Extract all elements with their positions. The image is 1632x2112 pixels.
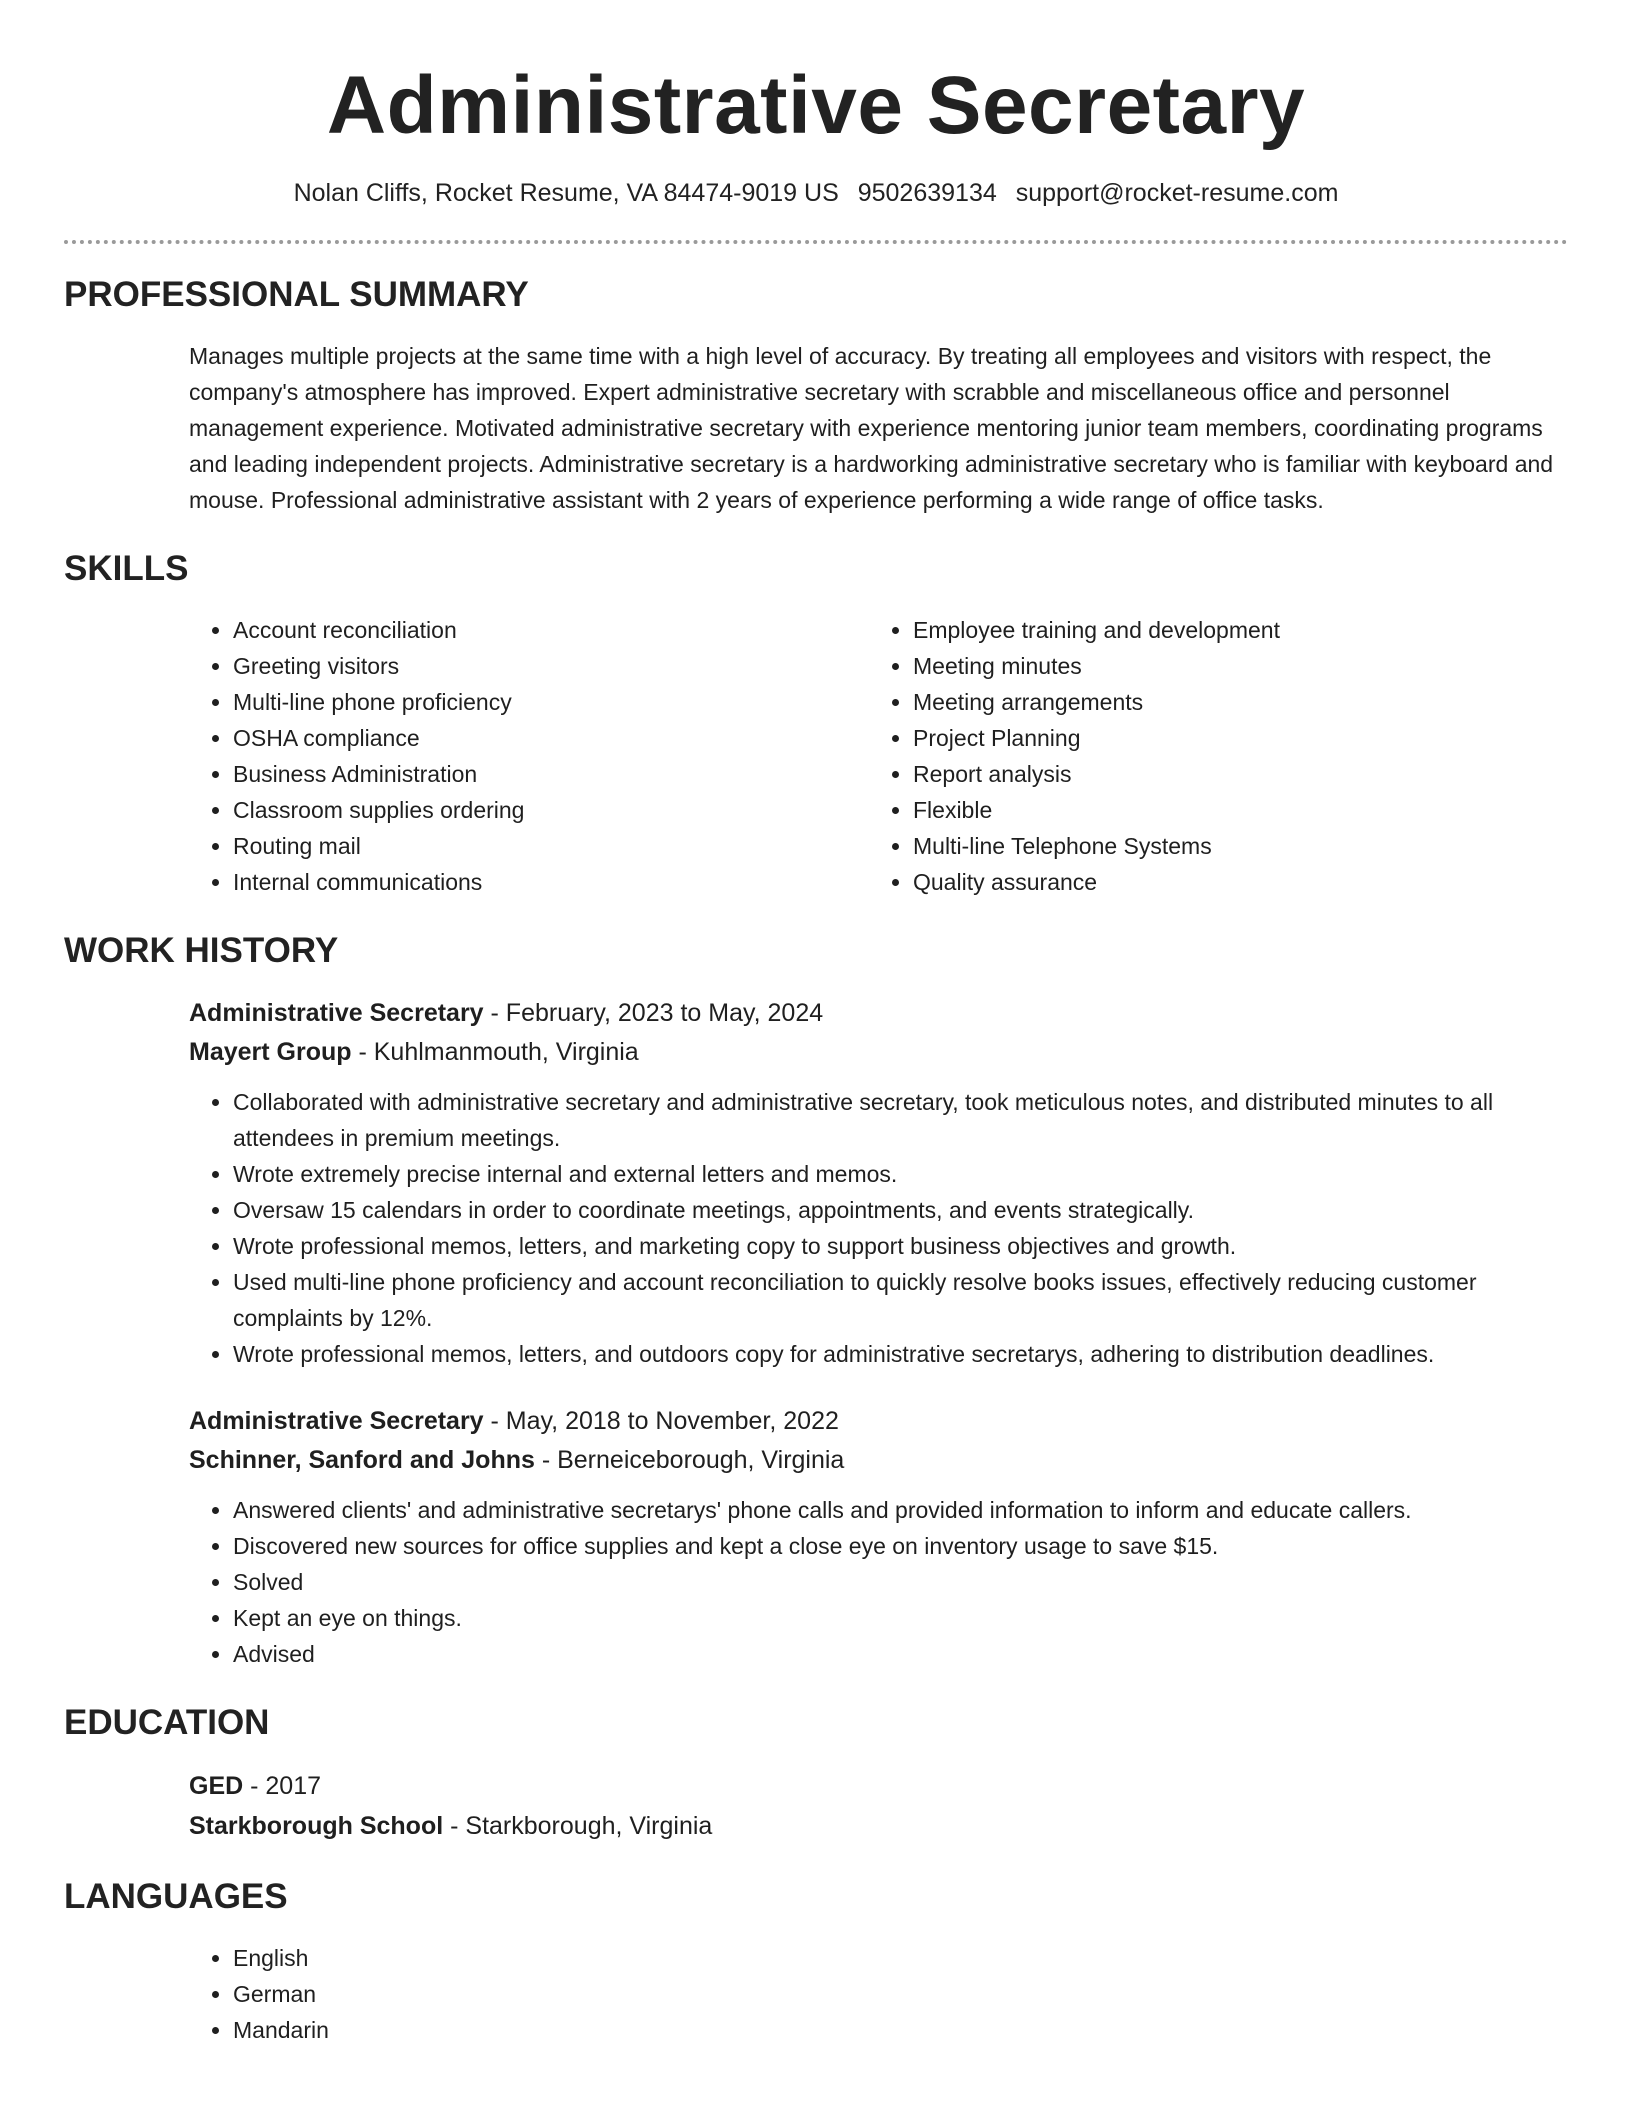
languages-heading: LANGUAGES [64, 1877, 288, 1916]
skills-column-right [869, 612, 1549, 900]
resume-header [64, 0, 1568, 210]
skill-item: • Flexible [913, 792, 1549, 828]
skill-item: • Business Administration [233, 756, 869, 792]
job-bullet: • Used multi-line phone proficiency and account reconciliation to quickly resolve books issues, effectively reducing customer complaints by 12%. [233, 1264, 1568, 1336]
work-history-heading: WORK HISTORY [64, 931, 339, 970]
skill-item: • Project Planning [913, 720, 1549, 756]
job-title-line [189, 994, 1568, 1033]
education-year: - 2017 [243, 1772, 322, 1800]
job-company: Mayert Group [189, 1038, 352, 1066]
skill-item: • Employee training and development [913, 612, 1549, 648]
job-company-line [189, 1033, 1568, 1072]
job-company: Schinner, Sanford and Johns [189, 1446, 535, 1474]
skill-item: • Greeting visitors [233, 648, 869, 684]
job-dates: - February, 2023 to May, 2024 [483, 999, 824, 1027]
skills-section [64, 548, 1568, 900]
work-history-section [64, 930, 1568, 1672]
job-entry [189, 1402, 1568, 1672]
skill-item: • Account reconciliation [233, 612, 869, 648]
skill-item: • Multi-line Telephone Systems [913, 828, 1549, 864]
summary-section [64, 274, 1568, 518]
skill-item: • Meeting arrangements [913, 684, 1549, 720]
job-location: - Kuhlmanmouth, Virginia [351, 1038, 639, 1066]
job-bullet: • Oversaw 15 calendars in order to coordinate meetings, appointments, and events strategically. [233, 1192, 1568, 1228]
job-entry [189, 994, 1568, 1372]
job-location: - Berneiceborough, Virginia [534, 1446, 845, 1474]
skill-item: • Internal communications [233, 864, 869, 900]
skill-item: • Classroom supplies ordering [233, 792, 869, 828]
skill-item: • OSHA compliance [233, 720, 869, 756]
languages-section [64, 1876, 1568, 2048]
summary-text: Manages multiple projects at the same time with a high level of accuracy. By treating all employees and visitors with respect, the company's atmosphere has improved. Expert administrative secretary with scrabble and miscellaneous office and personnel management experience. Motivated administrative secretary with experience mentoring junior team members, coordinating programs and leading independent projects. Administrative secretary is a hardworking administrative secretary who is familiar with keyboard and mouse. Professional administrative assistant with 2 years of experience performing a wide range of office tasks. [189, 343, 1554, 513]
education-school-line [189, 1806, 1568, 1846]
job-bullet: • Kept an eye on things. [233, 1600, 1568, 1636]
skill-item: • Quality assurance [913, 864, 1549, 900]
job-bullet: • Solved [233, 1564, 1568, 1600]
skill-item: • Report analysis [913, 756, 1549, 792]
language-item: • Mandarin [233, 2012, 1568, 2048]
job-bullet: • Answered clients' and administrative secretarys' phone calls and provided information to inform and educate callers. [233, 1492, 1568, 1528]
contact-address: Nolan Cliffs, Rocket Resume, VA 84474-9019 US [293, 179, 839, 207]
job-company-line [189, 1441, 1568, 1480]
job-title-line [189, 1402, 1568, 1441]
job-bullet: • Wrote professional memos, letters, and marketing copy to support business objectives and growth. [233, 1228, 1568, 1264]
job-bullet: • Discovered new sources for office supplies and kept a close eye on inventory usage to save $15. [233, 1528, 1568, 1564]
skill-item: • Meeting minutes [913, 648, 1549, 684]
job-title: Administrative Secretary [189, 999, 484, 1027]
education-location: - Starkborough, Virginia [443, 1812, 713, 1840]
education-school: Starkborough School [189, 1812, 444, 1840]
contact-email: support@rocket-resume.com [1015, 179, 1339, 207]
header-divider [64, 240, 1568, 244]
contact-line [64, 176, 1568, 210]
job-bullet: • Advised [233, 1636, 1568, 1672]
skill-item: • Routing mail [233, 828, 869, 864]
job-bullet: • Collaborated with administrative secretary and administrative secretary, took meticulous notes, and distributed minutes to all attendees in premium meetings. [233, 1084, 1568, 1156]
skills-heading: SKILLS [64, 549, 189, 588]
education-degree-line [189, 1766, 1568, 1806]
job-title: Administrative Secretary [189, 1407, 484, 1435]
contact-phone: 9502639134 [857, 179, 997, 207]
job-bullet: • Wrote professional memos, letters, and outdoors copy for administrative secretarys, adhering to distribution deadlines. [233, 1336, 1568, 1372]
resume-name: Administrative Secretary [326, 60, 1306, 151]
skills-column-left [189, 612, 869, 900]
education-section [64, 1702, 1568, 1846]
language-item: • English [233, 1940, 1568, 1976]
education-heading: EDUCATION [64, 1703, 270, 1742]
skill-item: • Multi-line phone proficiency [233, 684, 869, 720]
summary-heading: PROFESSIONAL SUMMARY [64, 275, 529, 314]
education-degree: GED [189, 1772, 244, 1800]
job-dates: - May, 2018 to November, 2022 [483, 1407, 839, 1435]
language-item: • German [233, 1976, 1568, 2012]
job-bullet: • Wrote extremely precise internal and external letters and memos. [233, 1156, 1568, 1192]
